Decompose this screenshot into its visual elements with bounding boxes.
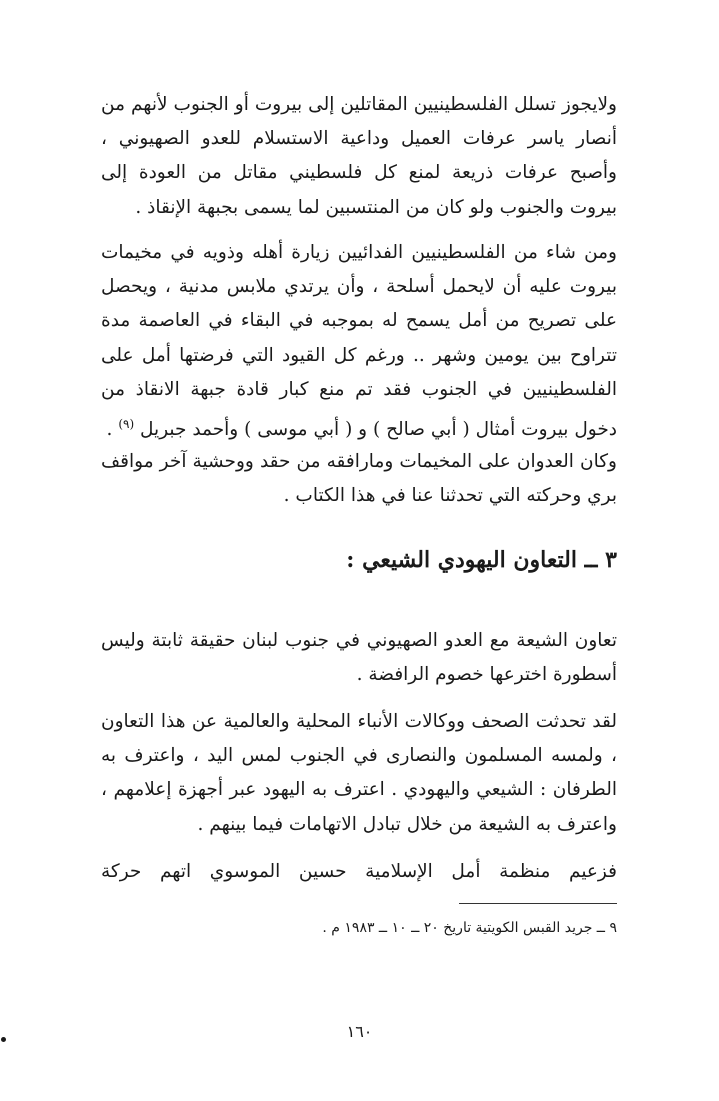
footnote: ٩ ــ جريد القبس الكويتية تاريخ ٢٠ ــ ١٠ ــ ١٩٨٣ م .: [322, 920, 617, 936]
footnote-reference: (٩): [118, 417, 135, 432]
paragraph-text: ولايجوز تسلل الفلسطينيين المقاتلين إلى بيروت أو الجنوب لأنهم من أنصار ياسر عرفات العميل وداعية الاستسلام للعدو الصهيوني ، وأصبح عرفات ذريعة لمنع كل فلسطيني مقاتل من العودة إلى بيروت والجنوب ولو كان من المنتسبين لما يسمى بجبهة الإنقاذ .: [101, 94, 617, 218]
paragraph-text: لقد تحدثت الصحف ووكالات الأنباء المحلية والعالمية عن هذا التعاون ، ولمسه المسلمون والنصارى في الجنوب لمس اليد ، واعترف به الطرفان : الشيعي واليهودي . اعترف به اليهود عبر أجهزة إعلامهم ، واعترف به الشيعة من خلال تبادل الاتهامات فيما بينهم .: [101, 711, 617, 835]
paragraph-text: تعاون الشيعة مع العدو الصهيوني في جنوب لبنان حقيقة ثابتة وليس أسطورة اخترعها خصوم الرافضة .: [101, 630, 617, 686]
paragraph-palestinian-infiltration: [101, 88, 617, 225]
footnote-divider: [459, 903, 617, 904]
paragraph-shia-cooperation: [101, 624, 617, 692]
section-heading: ٣ ــ التعاون اليهودي الشيعي :: [346, 547, 617, 573]
paragraph-end-mark: .: [106, 419, 113, 441]
paragraph-camp-aggression: [101, 445, 617, 513]
page-number: ١٦٠: [346, 1022, 373, 1041]
paragraph-text: فزعيم منظمة أمل الإسلامية حسين الموسوي اتهم حركة: [101, 861, 617, 882]
paragraph-text: وكان العدوان على المخيمات ومارافقه من حقد ووحشية آخر مواقف بري وحركته التي تحدثنا عنا في هذا الكتاب .: [101, 451, 617, 507]
paragraph-camp-visits: [101, 236, 617, 447]
paragraph-press-coverage: [101, 705, 617, 842]
paragraph-amal-leader: [101, 855, 617, 889]
paragraph-text: ومن شاء من الفلسطينيين الفدائيين زيارة أهله وذويه في مخيمات بيروت عليه أن لايحمل أسلحة ، وأن يرتدي ملابس مدنية ، ويحصل على تصريح من أمل يسمح له بموجبه في البقاء في العاصمة مدة تتراوح بين يومين وشهر .. ورغم كل القيود التي فرضتها أمل على الفلسطينيين في الجنوب فقد تم منع كبار قادة جبهة الانقاذ من دخول بيروت أمثال ( أبي صالح ) و ( أبي موسى ) وأحمد جبريل: [101, 242, 617, 441]
margin-dot: [1, 1037, 6, 1042]
